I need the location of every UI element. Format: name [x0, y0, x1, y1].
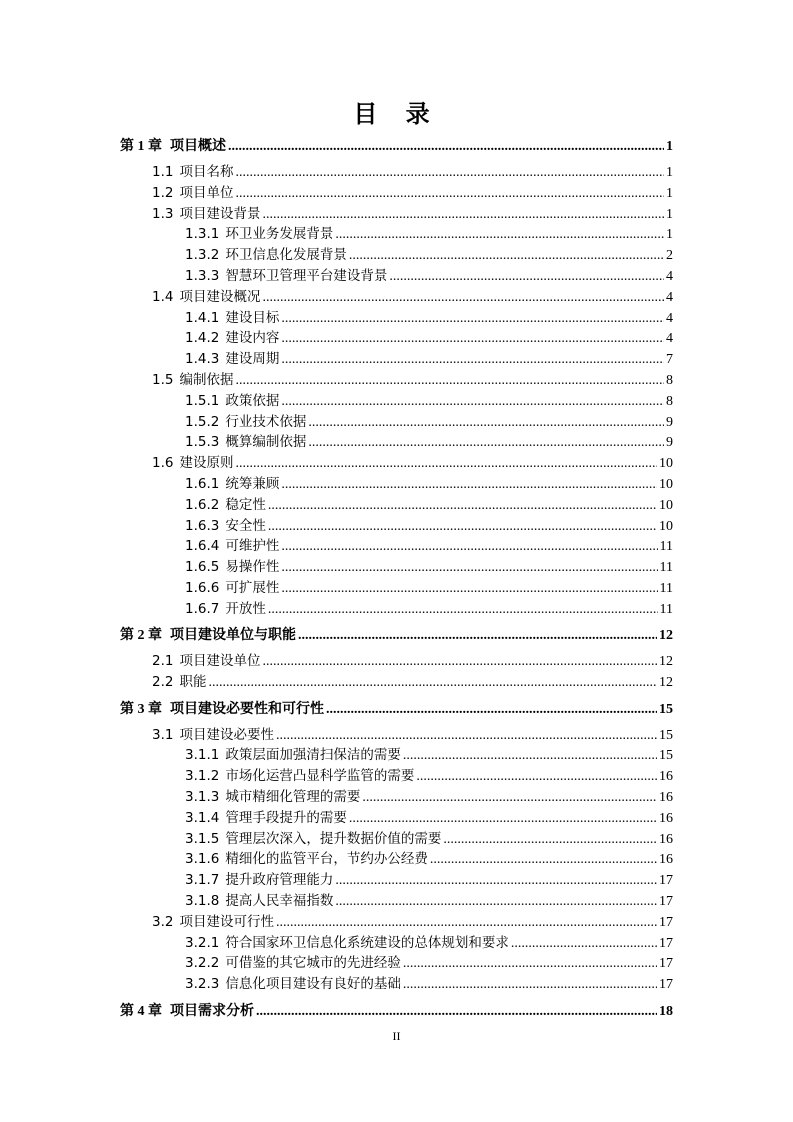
toc-subsection-entry[interactable]: [185, 557, 673, 578]
toc-entry-number: 3.1.4: [185, 809, 220, 826]
toc-subsection-entry[interactable]: [185, 495, 673, 516]
toc-entry-title: 开放性: [225, 600, 266, 617]
toc-section-entry[interactable]: [152, 183, 673, 204]
toc-entry-title: 安全性: [225, 517, 266, 534]
toc-entry-number: 1.6.4: [185, 538, 220, 555]
toc-dot-leader: [281, 329, 664, 349]
toc-dot-leader: [403, 975, 657, 995]
toc-entry-page: 1: [666, 185, 673, 201]
toc-entry-title: 建设原则: [179, 455, 234, 472]
toc-subsection-entry[interactable]: [185, 974, 673, 995]
toc-entry-title: 符合国家环卫信息化系统建设的总体规划和要求: [225, 934, 509, 951]
toc-dot-leader: [335, 225, 664, 245]
toc-entry-label: [185, 536, 279, 556]
toc-subsection-entry[interactable]: [185, 308, 673, 329]
toc-entry-title: 项目概述: [170, 138, 226, 154]
toc-entry-number: 第 4 章: [120, 1003, 162, 1019]
toc-entry-number: 3.2.2: [185, 955, 220, 972]
toc-entry-title: 管理层次深入，提升数据价值的需要: [225, 830, 442, 847]
toc-entry-number: 3.2.3: [185, 976, 220, 993]
toc-dot-leader: [335, 892, 657, 912]
toc-dot-leader: [256, 1002, 657, 1022]
toc-entry-label: [120, 136, 226, 157]
toc-entry-number: 1.4.1: [185, 309, 220, 326]
toc-entry-label: [152, 287, 260, 307]
toc-entry-number: 3.1.6: [185, 851, 220, 868]
toc-entry-number: 3.1.2: [185, 768, 220, 785]
toc-chapter-entry[interactable]: [120, 699, 673, 720]
toc-entry-number: 3.1: [152, 726, 174, 743]
toc-entry-label: [185, 808, 347, 828]
toc-entry-label: [185, 787, 360, 807]
toc-entry-label: [185, 599, 266, 619]
toc-entry-page: 11: [659, 581, 673, 596]
toc-entry-page: 16: [659, 790, 673, 805]
toc-entry-label: [185, 349, 279, 369]
toc-entry-label: [120, 699, 324, 720]
toc-entry-title: 职能: [179, 674, 207, 691]
toc-dot-leader: [326, 700, 657, 720]
toc-entry-number: 1.2: [152, 184, 174, 201]
toc-entry-number: 3.1.5: [185, 830, 220, 847]
toc-subsection-entry[interactable]: [185, 224, 673, 245]
toc-chapter-entry[interactable]: [120, 625, 673, 646]
toc-entry-label: [185, 829, 441, 849]
toc-entry-title: 城市精细化管理的需要: [225, 789, 361, 805]
toc-entry-number: 3.1.8: [185, 893, 220, 909]
toc-dot-leader: [349, 809, 657, 829]
toc-dot-leader: [349, 246, 664, 266]
toc-subsection-entry[interactable]: [185, 474, 673, 495]
toc-entry-title: 项目需求分析: [170, 1002, 254, 1019]
toc-entry-page: 9: [666, 435, 673, 451]
toc-entry-page: 1: [666, 206, 673, 222]
toc-entry-title: 项目建设可行性: [179, 913, 274, 930]
toc-entry-page: 16: [659, 769, 673, 785]
toc-entry-number: 1.5.3: [185, 434, 220, 451]
toc-entry-title: 项目名称: [179, 164, 234, 180]
toc-entry-label: [185, 933, 509, 953]
toc-entry-page: 4: [666, 289, 673, 305]
toc-dot-leader: [403, 954, 657, 974]
toc-dot-leader: [403, 746, 657, 766]
toc-subsection-entry[interactable]: [185, 953, 673, 974]
toc-entry-page: 8: [666, 393, 673, 409]
toc-entry-title: 行业技术依据: [225, 413, 307, 430]
toc-entry-page: 1: [666, 139, 673, 154]
toc-entry-label: [185, 495, 266, 515]
toc-dot-leader: [235, 371, 664, 391]
toc-dot-leader: [416, 767, 657, 787]
toc-entry-page: 4: [666, 331, 673, 347]
toc-entry-number: 2.2: [152, 674, 174, 691]
toc-entry-page: 10: [659, 518, 673, 534]
toc-entry-title: 市场化运营凸显科学监管的需要: [225, 768, 415, 785]
toc-entry-page: 1: [666, 227, 673, 243]
toc-entry-label: [185, 412, 306, 432]
toc-dot-leader: [298, 626, 657, 646]
toc-entry-number: 1.1: [152, 164, 174, 180]
toc-dot-leader: [281, 392, 664, 412]
toc-dot-leader: [443, 830, 657, 850]
toc-entry-label: [152, 651, 260, 671]
toc-entry-title: 政策层面加强清扫保洁的需要: [225, 747, 401, 764]
toc-entry-page: 16: [659, 831, 673, 847]
toc-entry-number: 1.3.3: [185, 268, 220, 284]
toc-entry-number: 1.5.1: [185, 392, 220, 409]
toc-section-entry[interactable]: [152, 672, 673, 693]
toc-subsection-entry[interactable]: [185, 516, 673, 537]
toc-entry-number: 1.6.1: [185, 476, 220, 492]
toc-entry-label: [152, 453, 233, 473]
toc-dot-leader: [262, 205, 664, 225]
toc-subsection-entry[interactable]: [185, 536, 673, 557]
toc-entry-page: 10: [659, 497, 673, 513]
toc-entry-label: [152, 370, 233, 390]
toc-entry-title: 环卫信息化发展背景: [225, 247, 347, 264]
toc-entry-number: 1.6.2: [185, 496, 220, 513]
toc-entry-title: 项目建设背景: [179, 205, 261, 222]
toc-entry-label: [185, 870, 333, 890]
toc-entry-title: 编制依据: [179, 372, 234, 388]
toc-entry-page: 10: [659, 456, 673, 472]
toc-entry-title: 概算编制依据: [225, 434, 307, 451]
toc-entry-page: 11: [659, 560, 673, 576]
toc-dot-leader: [276, 726, 657, 746]
toc-dot-leader: [389, 267, 664, 287]
toc-entry-label: [185, 266, 387, 286]
toc-entry-label: [185, 849, 428, 869]
toc-entry-page: 16: [659, 810, 673, 826]
toc-entry-title: 项目建设必要性和可行性: [170, 700, 324, 717]
toc-entry-label: [152, 912, 274, 932]
toc-entry-number: 1.4.3: [185, 351, 220, 368]
toc-entry-label: [152, 204, 260, 224]
toc-entry-page: 17: [659, 873, 673, 889]
toc-entry-page: 16: [659, 852, 673, 868]
toc-dot-leader: [281, 537, 657, 557]
toc-dot-leader: [268, 600, 658, 620]
toc-entry-number: 1.5.2: [185, 413, 220, 430]
toc-dot-leader: [430, 850, 657, 870]
toc-dot-leader: [235, 163, 664, 183]
toc-entry-title: 项目建设必要性: [179, 726, 274, 743]
toc-entry-label: [185, 474, 279, 494]
toc-subsection-entry[interactable]: [185, 578, 673, 599]
toc-entry-number: 1.4: [152, 288, 174, 305]
toc-entry-label: [120, 1001, 254, 1022]
toc-entry-title: 政策依据: [225, 392, 280, 409]
toc-subsection-entry[interactable]: [185, 787, 673, 808]
toc-entry-title: 项目建设概况: [179, 288, 261, 305]
toc-entry-page: 18: [659, 1003, 673, 1019]
toc-entry-label: [185, 328, 279, 348]
toc-dot-leader: [281, 350, 664, 370]
toc-dot-leader: [281, 558, 657, 578]
toc-entry-page: 10: [659, 477, 673, 492]
toc-entry-number: 2.1: [152, 653, 174, 670]
toc-entry-label: [120, 625, 296, 646]
toc-dot-leader: [268, 517, 657, 537]
toc-entry-label: [185, 557, 279, 577]
toc-entry-title: 环卫业务发展背景: [225, 226, 334, 243]
toc-entry-page: 2: [666, 248, 673, 264]
toc-entry-label: [185, 391, 279, 411]
toc-entry-label: [152, 162, 233, 182]
toc-subsection-entry[interactable]: [185, 829, 673, 850]
toc-entry-title: 管理手段提升的需要: [225, 809, 347, 826]
toc-entry-number: 1.6.6: [185, 580, 220, 596]
toc-dot-leader: [262, 652, 657, 672]
toc-section-entry[interactable]: [152, 912, 673, 933]
toc-subsection-entry[interactable]: [185, 933, 673, 954]
toc-entry-number: 1.4.2: [185, 330, 220, 347]
toc-section-entry[interactable]: [152, 651, 673, 672]
toc-entry-page: 17: [659, 914, 673, 930]
toc-subsection-entry[interactable]: [185, 745, 673, 766]
toc-entry-title: 统筹兼顾: [225, 476, 280, 492]
toc-entry-title: 提升政府管理能力: [225, 872, 334, 889]
toc-section-entry[interactable]: [152, 204, 673, 225]
toc-entry-page: 15: [659, 701, 673, 717]
toc-chapter-entry[interactable]: [120, 1001, 673, 1022]
toc-entry-title: 可扩展性: [225, 580, 280, 596]
toc-entry-number: 3.1.7: [185, 872, 220, 889]
toc-entry-number: 3.2: [152, 913, 174, 930]
toc-entry-number: 3.1.3: [185, 789, 220, 805]
toc-dot-leader: [308, 433, 664, 453]
toc-entry-label: [185, 745, 401, 765]
toc-section-entry[interactable]: [152, 370, 673, 391]
toc-title: 目 录: [353, 99, 440, 128]
toc-entry-page: 12: [659, 675, 673, 691]
toc-dot-leader: [308, 413, 664, 433]
toc-subsection-entry[interactable]: [185, 266, 673, 287]
toc-entry-page: 17: [659, 935, 673, 951]
toc-entry-page: 4: [666, 310, 673, 326]
toc-dot-leader: [281, 309, 664, 329]
toc-dot-leader: [281, 579, 657, 599]
toc-entry-title: 项目建设单位与职能: [170, 627, 296, 644]
toc-entry-title: 建设周期: [225, 351, 280, 368]
toc-entry-label: [185, 953, 401, 973]
toc-entry-number: 1.6.7: [185, 600, 220, 617]
toc-section-entry[interactable]: [152, 453, 673, 474]
toc-dot-leader: [276, 913, 657, 933]
toc-entry-page: 12: [659, 654, 673, 670]
toc-dot-leader: [335, 871, 657, 891]
toc-entry-page: 15: [659, 748, 673, 764]
toc-entry-number: 3.1.1: [185, 747, 220, 764]
toc-entry-page: 9: [666, 414, 673, 430]
toc-entry-number: 1.3.2: [185, 247, 220, 264]
toc-subsection-entry[interactable]: [185, 328, 673, 349]
toc-entry-label: [185, 974, 401, 994]
toc-dot-leader: [362, 788, 657, 808]
toc-section-entry[interactable]: [152, 725, 673, 746]
toc-entry-title: 稳定性: [225, 496, 266, 513]
toc-entry-page: 12: [659, 628, 673, 644]
toc-subsection-entry[interactable]: [185, 412, 673, 433]
toc-entry-number: 1.5: [152, 372, 174, 388]
toc-entry-label: [185, 245, 347, 265]
toc-entry-label: [152, 672, 206, 692]
toc-dot-leader: [281, 475, 657, 495]
toc-entry-title: 提高人民幸福指数: [225, 893, 334, 909]
toc-subsection-entry[interactable]: [185, 245, 673, 266]
toc-entry-label: [152, 183, 233, 203]
toc-entry-page: 1: [666, 165, 673, 180]
toc-entry-number: 3.2.1: [185, 934, 220, 951]
toc-entry-label: [185, 891, 333, 911]
toc-dot-leader: [235, 184, 664, 204]
toc-subsection-entry[interactable]: [185, 808, 673, 829]
toc-subsection-entry[interactable]: [185, 891, 673, 912]
toc-section-entry[interactable]: [152, 287, 673, 308]
toc-dot-leader: [228, 137, 664, 157]
toc-entry-label: [185, 224, 333, 244]
toc-entry-page: 17: [659, 977, 673, 993]
toc-section-entry[interactable]: [152, 162, 673, 183]
toc-subsection-entry[interactable]: [185, 599, 673, 620]
toc-entry-title: 项目单位: [179, 184, 234, 201]
toc-entry-title: 可维护性: [225, 538, 280, 555]
toc-entry-label: [152, 725, 274, 745]
toc-entry-number: 第 2 章: [120, 628, 162, 644]
toc-entry-label: [185, 516, 266, 536]
toc-entry-label: [185, 578, 279, 598]
toc-entry-title: 建设目标: [225, 309, 280, 326]
toc-subsection-entry[interactable]: [185, 870, 673, 891]
toc-entry-page: 17: [659, 956, 673, 972]
toc-entry-title: 智慧环卫管理平台建设背景: [225, 268, 388, 284]
toc-entry-page: 7: [666, 352, 673, 368]
toc-entry-number: 1.3: [152, 205, 174, 222]
toc-entry-number: 1.6.3: [185, 517, 220, 534]
toc-entry-title: 建设内容: [225, 330, 280, 347]
toc-entry-label: [185, 432, 306, 452]
toc-dot-leader: [262, 288, 664, 308]
toc-subsection-entry[interactable]: [185, 432, 673, 453]
toc-subsection-entry[interactable]: [185, 349, 673, 370]
toc-entry-page: 4: [666, 269, 673, 284]
toc-entry-page: 17: [659, 894, 673, 909]
toc-entry-page: 11: [659, 601, 673, 617]
toc-entry-label: [185, 766, 414, 786]
toc-entry-title: 可借鉴的其它城市的先进经验: [225, 955, 401, 972]
toc-chapter-entry[interactable]: [120, 136, 673, 157]
toc-dot-leader: [235, 454, 657, 474]
toc-subsection-entry[interactable]: [185, 391, 673, 412]
toc-entry-page: 15: [659, 727, 673, 743]
toc-dot-leader: [208, 673, 657, 693]
toc-entry-title: 项目建设单位: [179, 653, 261, 670]
toc-entry-number: 第 3 章: [120, 701, 162, 717]
toc-entry-title: 精细化的监管平台，节约办公经费: [225, 851, 428, 868]
toc-dot-leader: [268, 496, 657, 516]
toc-entry-number: 1.6: [152, 455, 174, 472]
toc-entry-title: 信息化项目建设有良好的基础: [225, 976, 401, 993]
toc-dot-leader: [511, 934, 657, 954]
toc-entry-label: [185, 308, 279, 328]
toc-entry-page: 8: [666, 373, 673, 388]
toc-entry-number: 第 1 章: [120, 139, 162, 154]
toc-entry-number: 1.6.5: [185, 559, 220, 576]
toc-subsection-entry[interactable]: [185, 849, 673, 870]
toc-entry-number: 1.3.1: [185, 226, 220, 243]
page-number: II: [392, 1029, 401, 1043]
toc-entry-title: 易操作性: [225, 559, 280, 576]
toc-subsection-entry[interactable]: [185, 766, 673, 787]
toc-entry-page: 11: [659, 539, 673, 555]
